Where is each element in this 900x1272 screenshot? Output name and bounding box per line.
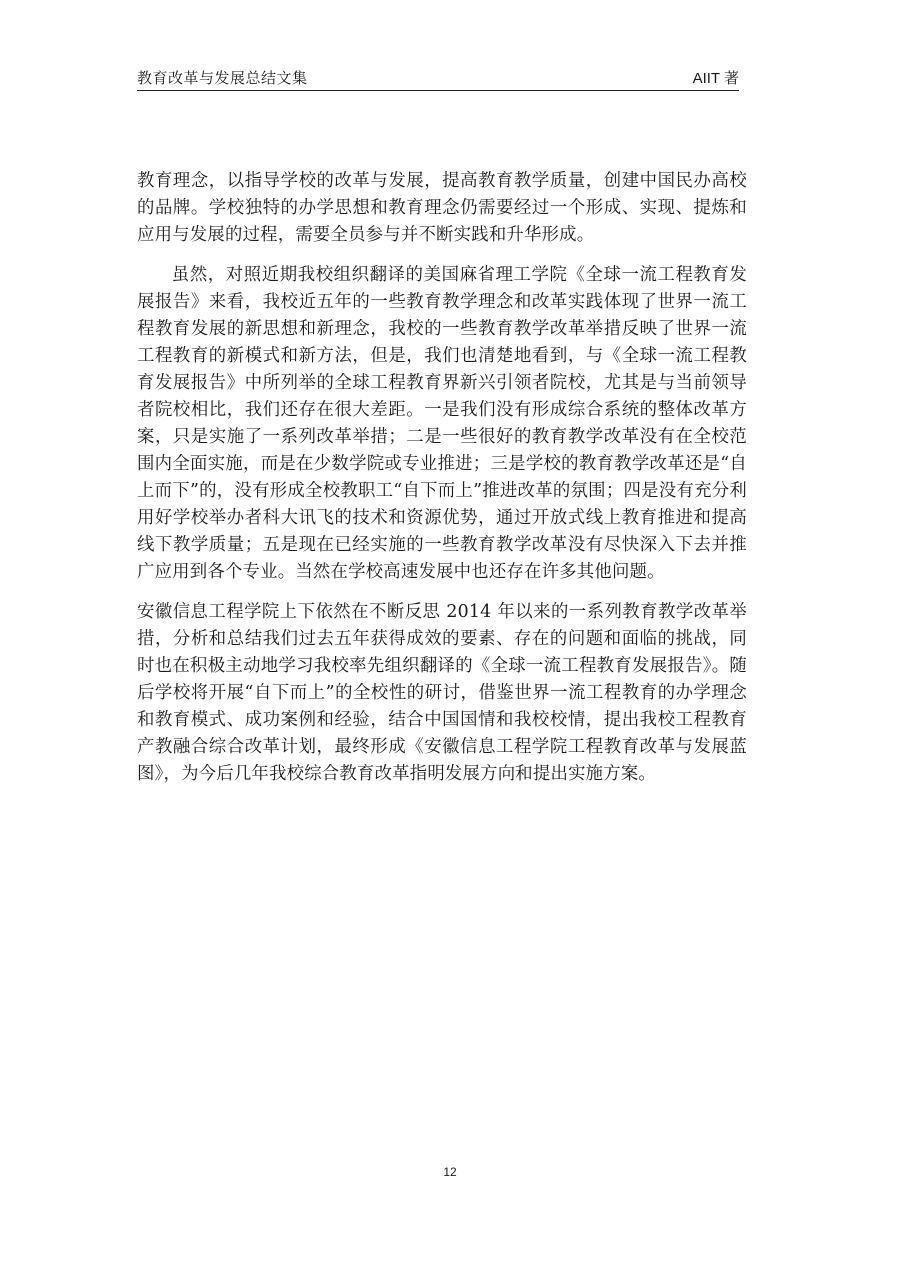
body-text	[137, 168, 747, 788]
page-header	[137, 64, 739, 91]
author-name: AIIT	[692, 70, 720, 87]
page-number: 12	[443, 1165, 457, 1179]
paragraph-2: 虽然，对照近期我校组织翻译的美国麻省理工学院《全球一流工程教育发展报告》来看，我校近五年的一些教育教学理念和改革实践体现了世界一流工程教育发展的新思想和新理念，我校的一些教育教学改革举措反映了世界一流工程教育的新模式和新方法，但是，我们也清楚地看到，与《全球一流工程教育发展报告》中所列举的全球工程教育界新兴引领者院校，尤其是与当前领导者院校相比，我们还存在很大差距。一是我们没有形成综合系统的整体改革方案，只是实施了一系列改革举措；二是一些很好的教育教学改革没有在全校范围内全面实施，而是在少数学院或专业推进；三是学校的教育教学改革还是“自上而下”的，没有形成全校教职工“自下而上”推进改革的氛围；四是没有充分利用好学校举办者科大讯飞的技术和资源优势，通过开放式线上教育推进和提高线下教学质量；五是现在已经实施的一些教育教学改革没有尽快深入下去并推广应用到各个专业。当然在学校高速发展中也还存在许多其他问题。	[137, 265, 747, 582]
paragraph-1: 教育理念，以指导学校的改革与发展，提高教育教学质量，创建中国民办高校的品牌。学校独特的办学思想和教育理念仍需要经过一个形成、实现、提炼和应用与发展的过程，需要全员参与并不断实践和升华形成。	[137, 171, 747, 245]
paragraph-3: 安徽信息工程学院上下依然在不断反思 2014 年以来的一系列教育教学改革举措，分析和总结我们过去五年获得成效的要素、存在的问题和面临的挑战，同时也在积极主动地学习我校率先组织翻译的《全球一流工程教育发展报告》。随后学校将开展“自下而上”的全校性的研讨，借鉴世界一流工程教育的办学理念和教育模式、成功案例和经验，结合中国国情和我校校情，提出我校工程教育产教融合综合改革计划，最终形成《安徽信息工程学院工程教育改革与发展蓝图》，为今后几年我校综合教育改革指明发展方向和提出实施方案。	[137, 602, 747, 784]
running-author	[693, 67, 739, 88]
author-suffix: 著	[723, 69, 739, 87]
running-title: 教育改革与发展总结文集	[137, 69, 308, 87]
